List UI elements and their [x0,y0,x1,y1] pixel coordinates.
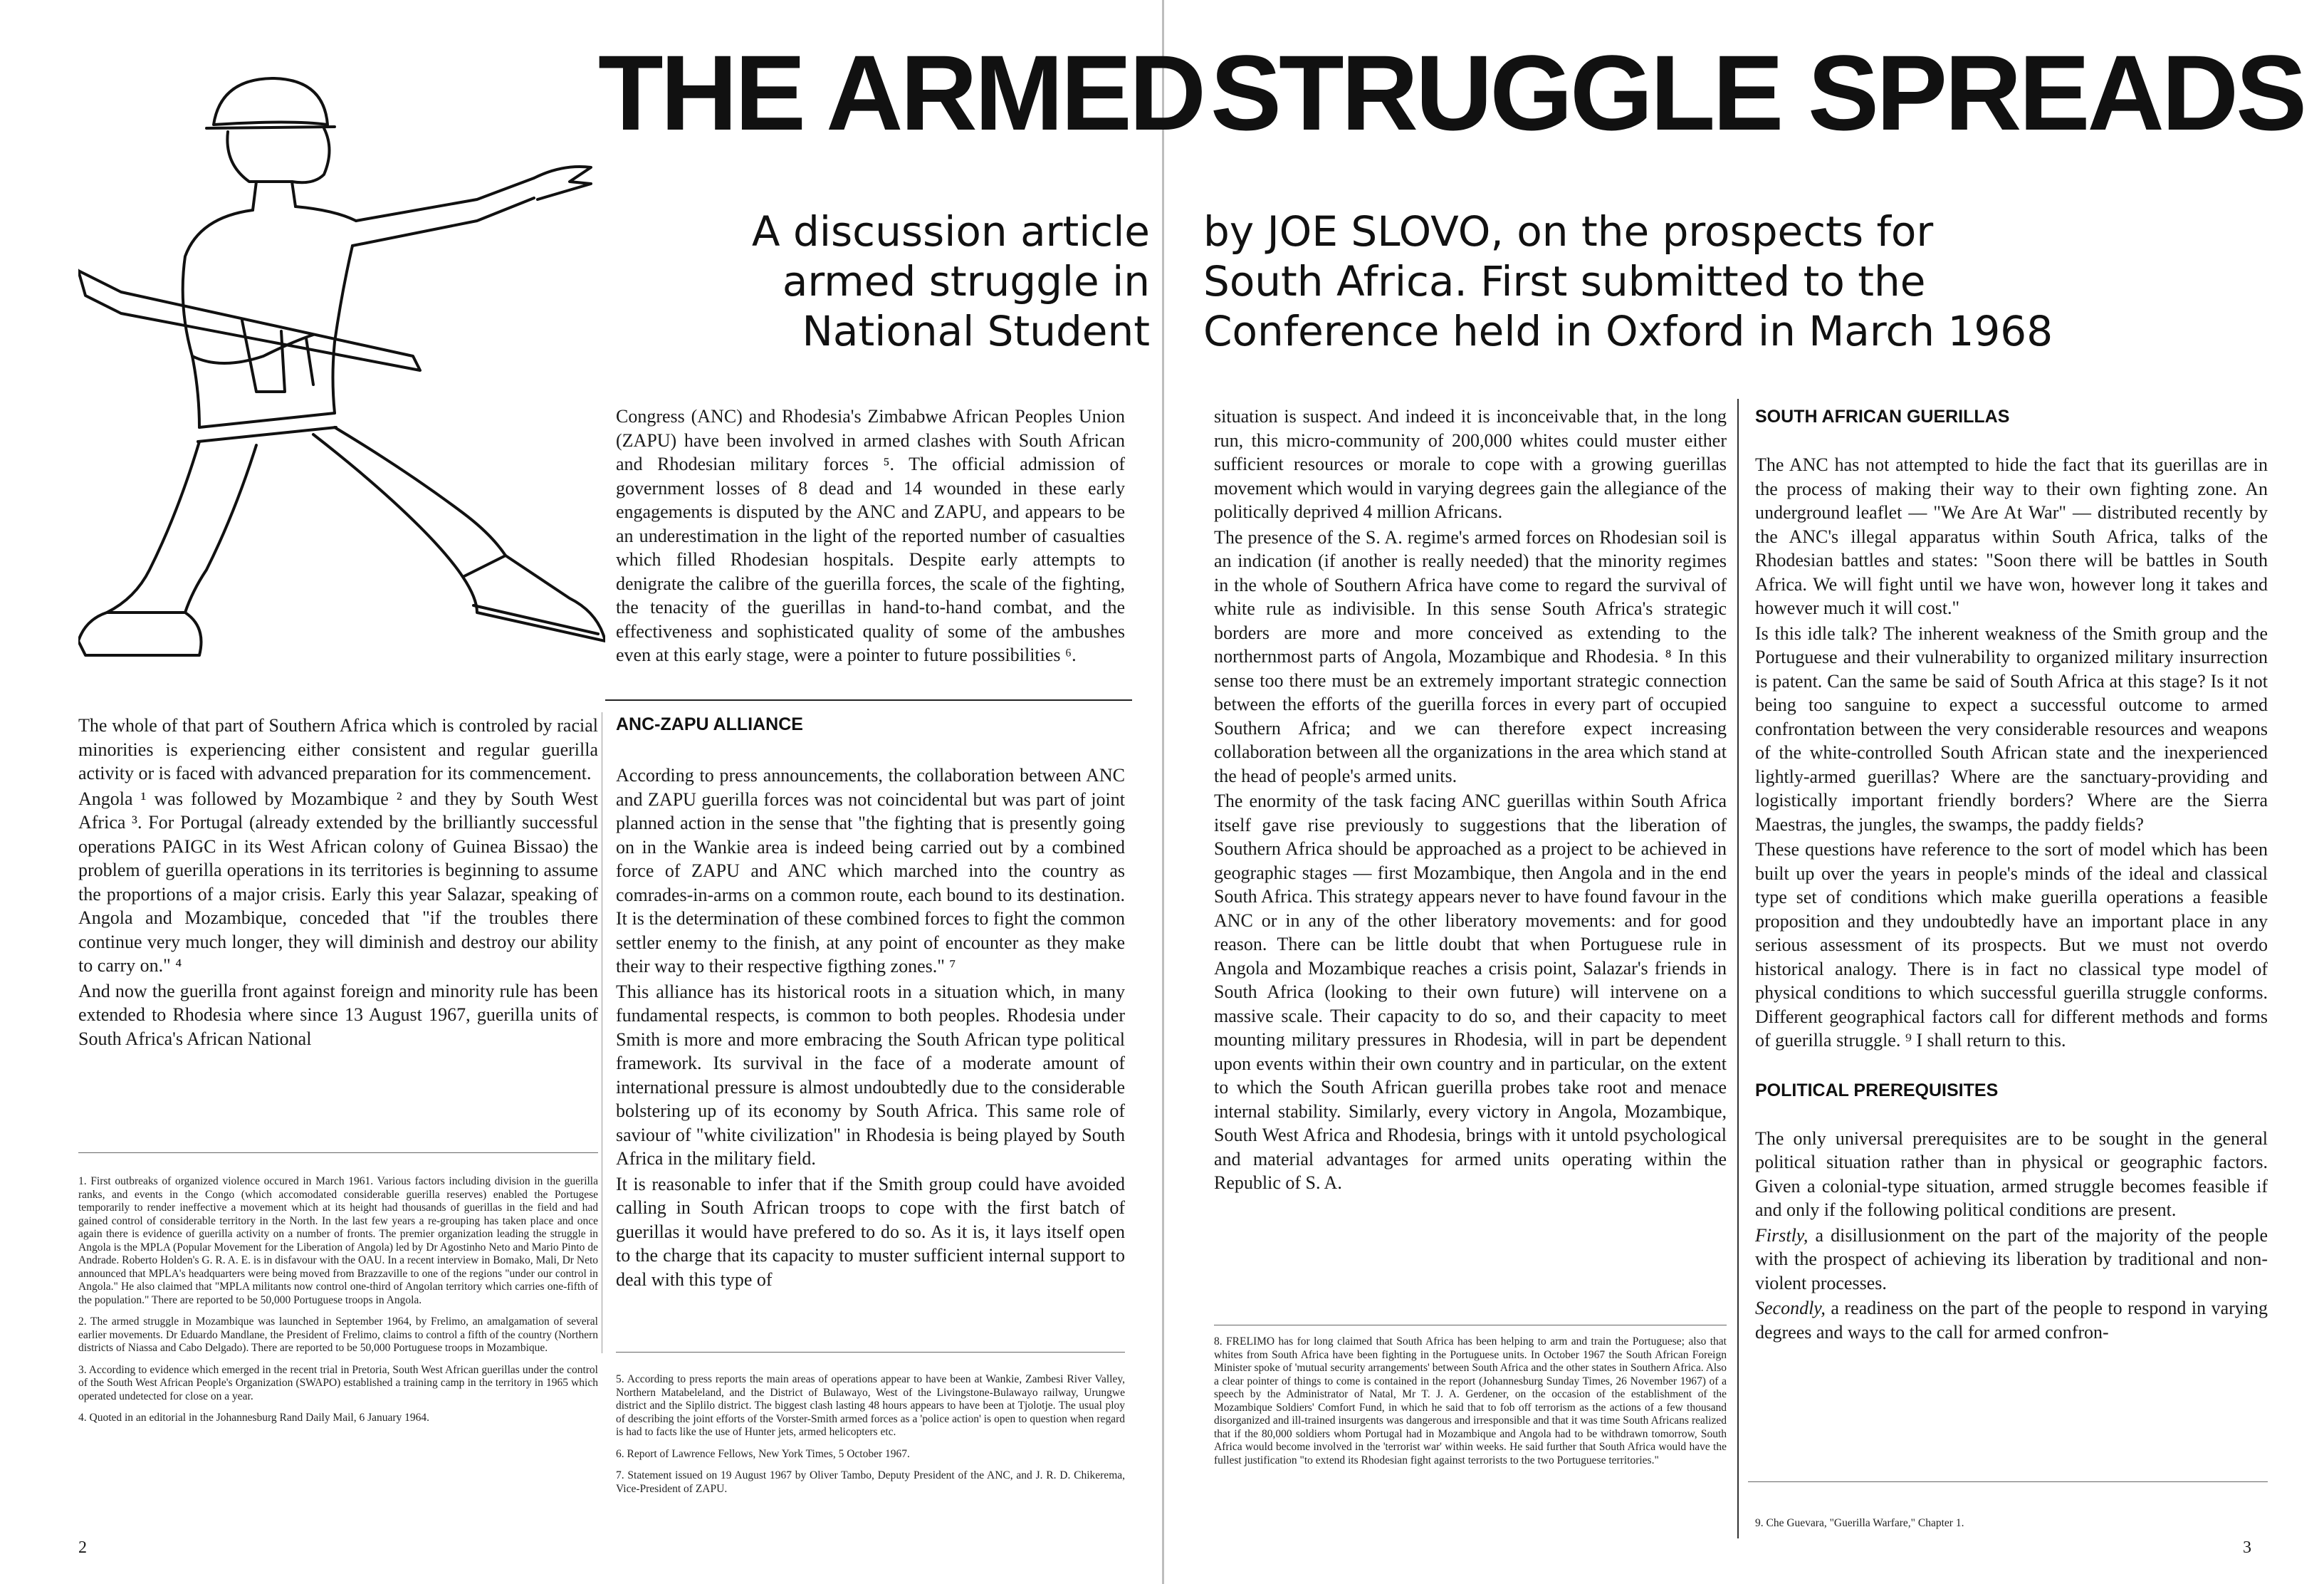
paragraph [1755,1224,2268,1296]
footnotes-column-2 [616,1373,1125,1504]
paragraph: Angola ¹ was followed by Mozambique ² and they by South West Africa ³. For Portugal (already extended by the brilliantly successful operations PAIGC in its West African colony of Guinea Bissao) the problem of guerilla operations in its territories is beginning to assume the proportions of a major crisis. Early this year Salazar, speaking of Angola and Mozambique, conceded that "if the troubles there continue very much longer, they will diminish and destroy our ability to carry on." ⁴ [78,788,598,976]
section-divider [605,699,1132,701]
footnote: 8. FRELIMO has for long claimed that South Africa has been helping to arm and train the Portuguese; also that whites from South Africa have been fighting in the Portuguese units. In October 1967 the South African Foreign Minister spoke of 'mutual security arrangements' between South Africa and the other states in Southern Africa. Also a clear pointer of things to come is contained in the report (Johannesburg Sunday Times, 26 November 1967) of a speech by the Administrator of Natal, Mr T. J. A. Gerdener, on the occasion of the establishment of the Mozambique Soldiers' Comfort Fund, in which he said that to fob off terrorism as the actions of a few thousand disorganized and ill-trained insurgents was dangerous and irresponsible and that it was time South Africans realized that if the 80,000 soldiers whom Portugal had in Mozambique and Angola had to be withdrawn tomorrow, South Africa would become involved in the 'terrorist war' within weeks. He said further that South Africa would have the fullest justification "to extend its Rhodesian fight against terrorists to the two Portuguese territories." [1214,1335,1727,1466]
footnote-divider [616,1352,1125,1353]
footnote: 3. According to evidence which emerged in the recent trial in Pretoria, South West African guerillas under the control of the South West African People's Organization (SWAPO) established a training camp in the territory in 1965 which operated undetected for close on a year. [78,1363,598,1402]
soldier-with-rifle-pointing-icon [78,57,605,669]
footnote: 5. According to press reports the main areas of operations appear to have been at Wankie, Zambesi River Valley, Northern Matabeleland, and the District of Bulawayo, West of the Livingstone-Bulawayo railway, Urungwe district and the Siplilo district. The biggest clash lasting 48 hours appears to have been at Tjolotje. The usual ploy of describing the joint efforts of the Vorster-Smith armed forces as a 'police action' is open to question when regard is had to facts like the use of Hunter jets, armed helicopters etc. [616,1373,1125,1438]
paragraph: Congress (ANC) and Rhodesia's Zimbabwe African Peoples Union (ZAPU) have been involved in armed clashes with South African and Rhodesian military forces ⁵. The official admission of government losses of 8 dead and 14 wounded in these early engagements is disputed by the ANC and ZAPU, and appears to be an underestimation in the light of the reported number of casualties which filled Rhodesian hospitals. Despite early attempts to denigrate the calibre of the guerilla forces, the scale of the fighting, the tenacity of the guerillas in hand-to-hand combat, and the effectiveness and sophisticated quality of some of the ambushes even at this early stage, were a pointer to future possibilities ⁶. [616,406,1125,665]
paragraph: According to press announcements, the collaboration between ANC and ZAPU guerilla forces was not coincidental but was part of joint planned action in the sense that "the fighting that is presently going on in the Wankie area is indeed being carried out by a combined force of ZAPU and ANC which marched into the country as comrades-in-arms on a common route, each bound to its destination. It is the determination of these combined forces to fight the common settler enemy to the finish, at any point of encounter as they make their way to their respective figthing zones." ⁷ [616,765,1125,976]
paragraph: These questions have reference to the sort of model which has been built up over the years in people's minds of the ideal and classical type set of conditions which make guerilla operations a feasible proposition and they undoubtedly have an important place in any serious assessment of its prospects. But we must not overdo historical analogy. There is in fact no classical type model of physical conditions to which successful guerilla struggle conforms. Different geographical factors call for different methods and forms of guerilla struggle. ⁹ I shall return to this. [1755,839,2268,1051]
footnote: 7. Statement issued on 19 August 1967 by Oliver Tambo, Deputy President of the ANC, and J. R. D. Chikerema, Vice-President of ZAPU. [616,1469,1125,1495]
subtitle-left-line: National Student [802,307,1150,355]
paragraph: This alliance has its historical roots in a situation which, in many fundamental respects, is common to both peoples. Rhodesia under Smith is more and more embracing the South African type political framework. Its survival in the face of a moderate amount of international pressure is almost undoubtedly due to the considerable bolstering up of its economy by South Africa. This same role of saviour of "white civilization" in Rhodesia is being played by South Africa in the military field. [616,981,1125,1169]
page-gutter [1162,0,1164,1584]
article-column-3 [1214,405,1727,1195]
paragraph-text: a disillusionment on the part of the majority of the people with the prospect of achieving its liberation by traditional and non-violent processes. [1755,1224,2268,1293]
paragraph [1755,1296,2268,1344]
subtitle-right-line: Conference held in Oxford in March 1968 [1203,307,2053,355]
section-heading-anc-zapu-alliance: ANC-ZAPU ALLIANCE [616,714,803,734]
paragraph: And now the guerilla front against foreign and minority rule has been extended to Rhodesia where since 13 August 1967, guerilla units of South Africa's African National [78,980,598,1049]
section-heading-political-prerequisites: POLITICAL PREREQUISITES [1755,1080,1999,1100]
paragraph: situation is suspect. And indeed it is inconceivable that, in the long run, this micro-community of 200,000 whites could muster either sufficient resources or morale to cope with a growing guerillas movement which would in varying degrees gain the allegiance of the politically deprived 4 million Africans. [1214,406,1727,522]
footnotes-column-3 [1214,1335,1727,1476]
paragraph: Is this idle talk? The inherent weakness of the Smith group and the Portuguese and their vulnerability to organized military insurrection is patent. Can the same be said of South Africa at this stage? Is it not being too sanguine to expect a successful outcome to armed confrontation between the very considerable resources and weapons of the white-controlled South African state and the inexperienced lightly-armed guerillas? Where are the sanctuary-providing and logistically important friendly borders? Where are the Sierra Maestras, the jungles, the swamps, the paddy fields? [1755,622,2268,835]
paragraph: It is reasonable to infer that if the Smith group could have avoided calling in South African troops to cope with the first batch of guerillas it would have prefered to do so. As it is, it lays itself open to the charge that its capacity to muster sufficient internal support to deal with this type of [616,1173,1125,1290]
subtitle-left [598,207,1150,356]
footnotes-column-1 [78,1175,598,1434]
column-divider [1737,399,1739,1538]
emphasis: Firstly, [1755,1224,1809,1246]
footnote: 9. Che Guevara, "Guerilla Warfare," Chapter 1. [1755,1517,1964,1529]
paragraph-text: a readiness on the part of the people to respond in varying degrees and ways to the call for armed confron- [1755,1298,2268,1343]
headline-right: STRUGGLE SPREADS [1210,33,2305,152]
page-number-right: 3 [2243,1538,2251,1557]
subtitle-right-line: by JOE SLOVO, on the prospects for [1203,207,1934,256]
paragraph: The enormity of the task facing ANC guerillas within South Africa itself gave rise previously to suggestions that the liberation of Southern Africa should be approached as a project to be achieved in geographic stages — first Mozambique, then Angola and in the end South Africa. This strategy appears never to have found favour in the ANC or in any of the other liberatory movements: and for good reason. There can be little doubt that when Portuguese rule in Angola and Mozambique reaches a crisis point, Salazar's friends in South Africa (looking to their own future) will intervene on a massive scale. Their capacity to do so, and their capacity to meet mounting military pressures in Rhodesia, will in part be dependent upon events within their own country and in particular, on the extent to which the South African guerilla probes take root and menace internal stability. Similarly, every victory in Angola, Mozambique, South West Africa and Rhodesia, brings with it untold psychological and material advantages for armed units operating within the Republic of S. A. [1214,791,1727,1193]
footnote-divider [1748,1481,2268,1482]
footnote: 1. First outbreaks of organized violence occured in March 1961. Various factors including division in the guerilla ranks, and events in the Congo (which accomodated considerable guerilla reserves) enabled the Portugese temporarily to render ineffective a movement which at its height had thousands of guerillas in the field and had gained control of considerable territory in the North. In the last few years a re-grouping has taken place and once again there is evidence of guerilla activity on a number of fronts. The premier organization leading the struggle in Angola is the MPLA (Popular Movement for the Liberation of Angola) led by Dr Agostinho Neto and Mario Pinto de Andrade. Roberto Holden's G. R. A. E. is in disfavour with the OAU. In a recent interview in Bomako, Mali, Dr Neto announced that MPLA's headquarters were being moved from Brazzaville to one of the regions "under our control in Angola." He also claimed that "MPLA militants now control one-third of Angolan territory which carries one-fifth of the population." There are reported to be 50,000 Portuguese troops in Angola. [78,1175,598,1306]
footnote-divider [78,1152,598,1153]
paragraph: The presence of the S. A. regime's armed forces on Rhodesian soil is an indication (if another is really needed) that the minority regimes in the whole of Southern Africa have come to regard the survival of white rule as indivisible. In this sense South Africa's strategic borders are more and more conceived as extending to the northernmost parts of Angola, Mozambique and Rhodesia. ⁸ In this sense too there must be an extremely important strategic connection between the efforts of the guerilla forces in every part of occupied Southern Africa; and we can therefore expect increasing collaboration between all the organizations in the area which stand at the head of people's armed units. [1214,526,1727,786]
section-heading-south-african-guerillas: SOUTH AFRICAN GUERILLAS [1755,407,2010,427]
article-column-1 [78,714,598,1051]
paragraph: The whole of that part of Southern Africa which is controled by racial minorities is experiencing either consistent and regular guerilla activity or is faced with advanced preparation for its commencement. [78,715,598,783]
subtitle-left-line: A discussion article [751,207,1150,256]
emphasis: Secondly, [1755,1298,1826,1318]
headline-left: THE ARMED [598,33,1204,152]
footnote: 6. Report of Lawrence Fellows, New York Times, 5 October 1967. [616,1447,910,1460]
paragraph: The ANC has not attempted to hide the fact that its guerillas are in the process of making their way to their own fighting zone. An underground leaflet — "We Are At War" — distributed recently by the ANC's illegal apparatus within South Africa, talks of the Rhodesian battles and states: "Soon there will be battles in South Africa. We will fight until we have won, however long it takes and however much it will cost." [1755,454,2268,618]
paragraph: The only universal prerequisites are to be sought in the general political situation rather than in physical or geographic factors. Given a colonial-type situation, armed struggle becomes feasible if and only if the following political conditions are present. [1755,1127,2268,1220]
article-column-2 [616,405,1125,667]
article-column-2-continued [616,714,1125,1291]
footnote: 2. The armed struggle in Mozambique was launched in September 1964, by Frelimo, an amalgamation of several earlier movements. Dr Eduardo Mandlane, the President of Frelimo, claims to control a fifth of the country (Northern districts of Niassa and Cabo Delgado). There are reported to be 50,000 Portuguese troops in Mozambique. [78,1315,598,1354]
footnote: 4. Quoted in an editorial in the Johannesburg Rand Daily Mail, 6 January 1964. [78,1412,430,1424]
article-column-4 [1755,406,2268,1344]
subtitle-right [1203,207,2053,356]
page-number-left: 2 [78,1538,87,1557]
subtitle-right-line: South Africa. First submitted to the [1203,257,1926,306]
subtitle-left-line: armed struggle in [782,257,1150,306]
footnotes-column-4 [1755,1517,2268,1539]
